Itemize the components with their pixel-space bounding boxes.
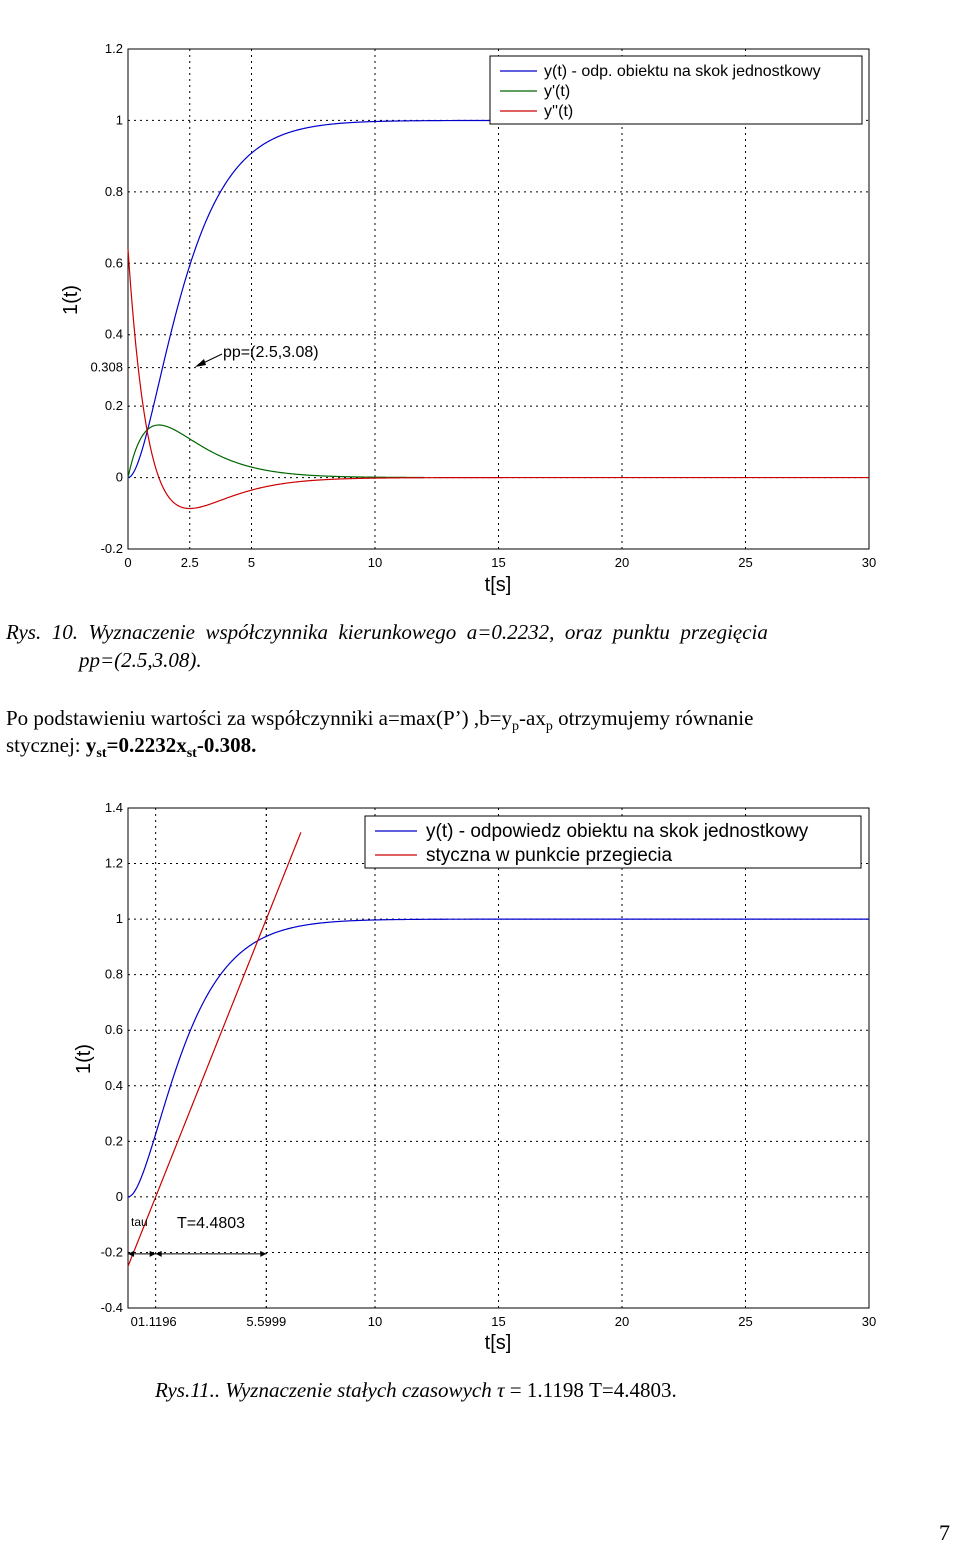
tick-labels: [101, 800, 877, 1329]
body-paragraph-line1: Po podstawieniu wartości za współczynniki a=max(P’) $,b=y_p-ax_p$ otrzymujemy równanie: [6, 706, 754, 735]
x-tick-label: 25: [738, 555, 753, 570]
tau-arrow-head-left: [128, 1251, 134, 1257]
y-tick-label: -0.2: [100, 1244, 123, 1260]
y-axis-label: 1(t): [73, 1044, 95, 1074]
T-label: T=4.4803: [177, 1215, 246, 1232]
legend-item-y: y(t) - odpowiedz obiektu na skok jednostkowy: [426, 821, 809, 842]
y-tick-label: 0.2: [104, 1133, 123, 1149]
y-tick-label: 0.4: [104, 1077, 123, 1093]
y-tick-label: 0: [115, 1188, 123, 1204]
y-tick-label: 0: [115, 469, 123, 485]
x-axis-label: t[s]: [484, 574, 512, 596]
y-tick-label: 1: [115, 112, 123, 128]
T-arrow-head-left: [156, 1251, 162, 1257]
y-axis-label: 1(t): [60, 285, 82, 315]
figure-1-caption-line2: pp=(2.5,3.08).: [79, 648, 202, 672]
y-tick-label: 1.2: [104, 41, 123, 56]
y-tick-label: 1.2: [104, 855, 123, 871]
y-tick-label: 0.6: [104, 255, 123, 271]
figure-2-chart: [0, 775, 960, 1375]
x-tick-label: 5: [247, 555, 256, 570]
y-tick-label: 0.4: [104, 326, 123, 342]
grid: [128, 808, 869, 1308]
y-tick-label: 0.308: [90, 359, 123, 375]
x-tick-label: 30: [861, 555, 877, 570]
series-dy: [128, 425, 424, 478]
figure-2-caption: Rys.11.. Wyznaczenie stałych czasowych τ = 1.1198 T=4.4803.: [155, 1378, 677, 1402]
y-tick-label: 0.6: [104, 1022, 123, 1038]
legend-item-ddy: y''(t): [544, 103, 574, 120]
plot-frame: [128, 808, 869, 1308]
tau-label: tau: [131, 1215, 148, 1229]
legend: [490, 56, 862, 124]
series-y: [128, 919, 869, 1197]
figure-1-chart: [0, 0, 960, 600]
x-tick-label: 15: [491, 1314, 506, 1329]
x-tick-label: 20: [614, 555, 630, 570]
T-arrow-head-right: [260, 1251, 266, 1257]
figure-1-caption-line1: Rys. 10. Wyznaczenie współczynnika kierunkowego a=0.2232, oraz punktu przegięcia: [6, 620, 768, 644]
y-tick-label: 0.2: [104, 398, 123, 414]
x-tick-label: 5.5999: [246, 1314, 287, 1329]
series-tangent: [128, 832, 301, 1266]
legend-item-tangent: styczna w punkcie przegiecia: [426, 845, 673, 866]
x-tick-label: 30: [861, 1314, 877, 1329]
series-y: [128, 120, 499, 477]
legend-item-y: y(t) - odp. obiektu na skok jednostkowy: [544, 63, 821, 80]
x-tick-label: 01.1196: [130, 1314, 177, 1329]
x-tick-label: 2.5: [180, 555, 199, 570]
x-tick-label: 10: [367, 555, 383, 570]
y-tick-label: 1.4: [104, 800, 123, 815]
y-tick-label: 1: [115, 911, 123, 927]
y-tick-label: 0.8: [104, 966, 123, 982]
x-tick-label: 0: [124, 555, 132, 570]
x-tick-label: 10: [367, 1314, 383, 1329]
time-constant-annotations: [128, 808, 266, 1308]
annotation-label: pp=(2.5,3.08): [223, 344, 319, 361]
inflection-annotation: [195, 344, 319, 367]
tau-arrow-head-right: [150, 1251, 156, 1257]
x-tick-label: 25: [738, 1314, 753, 1329]
y-tick-label: -0.4: [100, 1300, 123, 1315]
y-tick-label: -0.2: [100, 541, 123, 556]
body-paragraph-line2: stycznej: $y_{st}=0.2232x_{st}-0.308$.: [6, 733, 257, 762]
page-number: 7: [939, 1520, 950, 1545]
y-tick-label: 0.8: [104, 183, 123, 199]
legend-item-dy: y'(t): [544, 83, 571, 100]
x-axis-label: t[s]: [484, 1332, 512, 1354]
x-tick-label: 15: [491, 555, 506, 570]
legend: [365, 816, 861, 868]
x-tick-label: 20: [614, 1314, 630, 1329]
